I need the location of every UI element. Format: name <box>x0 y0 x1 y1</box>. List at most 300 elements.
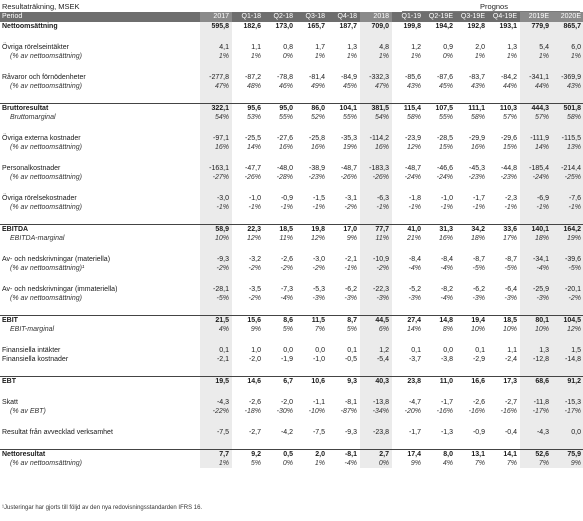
header-cell: Q3-19E <box>456 12 488 22</box>
row-value: -3,1 <box>344 195 357 202</box>
row-value: -2,7 <box>248 429 261 436</box>
row-value: 43% <box>470 83 485 90</box>
spacer-cell <box>424 31 456 43</box>
row-value: 13% <box>552 143 583 152</box>
row-value: -2% <box>248 265 261 272</box>
row-value: 95,0 <box>264 104 296 114</box>
spacer-cell <box>552 91 583 104</box>
row-value: 91,2 <box>552 377 583 387</box>
spacer-cell <box>0 212 200 225</box>
row-value: -2% <box>344 204 357 211</box>
spacer-cell <box>264 91 296 104</box>
row-value: -114,2 <box>360 134 392 143</box>
row-value: 58% <box>470 114 485 121</box>
row-value: 165,7 <box>307 23 325 30</box>
row-value: -2% <box>312 265 325 272</box>
spacer-cell <box>456 91 488 104</box>
spacer-cell <box>200 61 232 73</box>
row-value: -3,8 <box>440 356 453 363</box>
row-value: 17,4 <box>392 450 424 460</box>
spacer-row <box>0 91 583 104</box>
spacer-cell <box>328 152 360 164</box>
row-value: -1% <box>552 203 583 212</box>
row-value: 2,0 <box>296 450 328 460</box>
spacer-cell <box>232 303 264 316</box>
spacer-cell <box>552 386 583 398</box>
row-value: 444,3 <box>520 104 552 114</box>
spacer-cell <box>424 334 456 346</box>
row-value: -1,7 <box>408 429 421 436</box>
spacer-cell <box>424 61 456 73</box>
row-value: -6,3 <box>360 194 392 203</box>
row-value: -1% <box>520 203 552 212</box>
spacer-cell <box>328 386 360 398</box>
spacer-cell <box>520 243 552 255</box>
spacer-row <box>0 61 583 73</box>
row-label: Resultat från avvecklad verksamhet <box>2 429 113 436</box>
row-value: 14,8 <box>424 316 456 326</box>
header-cell: Q2-18 <box>264 12 296 22</box>
row-value: -3,5 <box>248 286 261 293</box>
row-value: -369,9 <box>552 73 583 82</box>
row-value: -1,7 <box>472 195 485 202</box>
row-value: 194,2 <box>435 23 453 30</box>
spacer-cell <box>200 212 232 225</box>
row-value: 0,0 <box>552 428 583 437</box>
spacer-row <box>0 273 583 285</box>
row-value: -0,4 <box>504 429 517 436</box>
spacer-cell <box>232 182 264 194</box>
spacer-row <box>0 212 583 225</box>
row-value: -1,9 <box>280 356 293 363</box>
row-value: 11% <box>360 234 392 243</box>
header-label: Period <box>0 12 200 22</box>
row-value: -6,2 <box>472 286 485 293</box>
row-label: Personalkostnader <box>2 165 61 172</box>
spacer-cell <box>360 152 392 164</box>
spacer-cell <box>456 61 488 73</box>
row-value: 115,4 <box>392 104 424 114</box>
spacer-cell <box>424 437 456 450</box>
spacer-cell <box>424 386 456 398</box>
row-value: -3% <box>344 295 357 302</box>
row-value: 21,5 <box>200 316 232 326</box>
row-value: 1% <box>520 52 552 61</box>
table-row <box>0 134 583 143</box>
row-value: 14,1 <box>488 450 520 460</box>
row-value: 10,6 <box>296 377 328 387</box>
income-table <box>0 12 583 468</box>
row-value: 4,1 <box>200 43 232 52</box>
spacer-cell <box>456 212 488 225</box>
row-label: (% av nettoomsättning) <box>10 144 82 151</box>
row-value: -46,6 <box>437 165 453 172</box>
row-value: -1,0 <box>248 195 261 202</box>
row-label: (% av nettoomsättning) <box>10 83 82 90</box>
row-value: 68,6 <box>520 377 552 387</box>
spacer-cell <box>392 91 424 104</box>
row-value: -48,7 <box>405 165 421 172</box>
row-value: -30% <box>276 408 293 415</box>
row-value: 0,8 <box>283 44 293 51</box>
spacer-cell <box>296 303 328 316</box>
table-row <box>0 43 583 52</box>
row-value: 5% <box>250 460 261 467</box>
row-value: -2% <box>280 265 293 272</box>
row-value: -84,9 <box>341 74 357 81</box>
spacer-cell <box>488 31 520 43</box>
row-value: -7,3 <box>280 286 293 293</box>
spacer-row <box>0 31 583 43</box>
row-value: -1,0 <box>312 356 325 363</box>
table-row <box>0 377 583 387</box>
spacer-cell <box>424 243 456 255</box>
spacer-cell <box>552 61 583 73</box>
row-value: -23% <box>500 174 517 181</box>
row-value: 80,1 <box>520 316 552 326</box>
spacer-cell <box>200 122 232 134</box>
row-value: 8,6 <box>264 316 296 326</box>
row-value: 4% <box>442 460 453 467</box>
spacer-cell <box>328 122 360 134</box>
spacer-cell <box>296 416 328 428</box>
table-row <box>0 346 583 355</box>
row-value: -341,1 <box>520 73 552 82</box>
row-value: -10% <box>308 408 325 415</box>
spacer-cell <box>232 91 264 104</box>
spacer-cell <box>520 61 552 73</box>
spacer-cell <box>360 61 392 73</box>
row-value: -38,9 <box>309 165 325 172</box>
row-value: -5% <box>552 264 583 273</box>
row-value: -4,3 <box>200 398 232 407</box>
row-value: -4% <box>440 295 453 302</box>
spacer-cell <box>328 182 360 194</box>
row-value: 1% <box>474 53 485 60</box>
row-value: -23,8 <box>360 428 392 437</box>
spacer-cell <box>456 303 488 316</box>
row-value: 41,0 <box>392 225 424 235</box>
spacer-cell <box>328 31 360 43</box>
row-value: -87,2 <box>245 74 261 81</box>
spacer-cell <box>200 31 232 43</box>
row-value: 10% <box>502 326 517 333</box>
table-row <box>0 459 583 468</box>
row-value: -34% <box>360 407 392 416</box>
row-label: Övriga rörelsekostnader <box>2 195 77 202</box>
row-value: 8,7 <box>328 316 360 326</box>
spacer-cell <box>552 182 583 194</box>
row-value: -24% <box>404 174 421 181</box>
row-value: -29,9 <box>469 135 485 142</box>
row-value: -1% <box>312 204 325 211</box>
row-value: 4% <box>200 325 232 334</box>
spacer-cell <box>232 152 264 164</box>
row-value: 58,9 <box>200 225 232 235</box>
spacer-cell <box>392 334 424 346</box>
spacer-cell <box>200 386 232 398</box>
spacer-cell <box>424 122 456 134</box>
row-value: 0,1 <box>347 347 357 354</box>
row-value: -163,1 <box>200 164 232 173</box>
header-row <box>0 12 583 22</box>
row-value: 1,5 <box>552 346 583 355</box>
row-value: -14,8 <box>552 355 583 364</box>
row-value: -48,0 <box>277 165 293 172</box>
spacer-row <box>0 416 583 428</box>
spacer-cell <box>296 273 328 285</box>
spacer-cell <box>232 416 264 428</box>
header-cell: Q3-18 <box>296 12 328 22</box>
spacer-cell <box>488 122 520 134</box>
row-value: 1,3 <box>347 44 357 51</box>
spacer-cell <box>200 152 232 164</box>
row-value: 709,0 <box>360 22 392 31</box>
row-label: EBITDA <box>0 225 200 235</box>
row-value: 55% <box>342 114 357 121</box>
spacer-cell <box>360 212 392 225</box>
row-value: 58% <box>552 113 583 122</box>
spacer-cell <box>328 91 360 104</box>
spacer-cell <box>200 303 232 316</box>
row-value: -20,1 <box>552 285 583 294</box>
row-value: 2,7 <box>360 450 392 460</box>
row-value: -47,7 <box>245 165 261 172</box>
spacer-cell <box>424 152 456 164</box>
row-value: 14% <box>406 326 421 333</box>
row-value: 31,3 <box>424 225 456 235</box>
row-value: -9,3 <box>344 429 357 436</box>
table-row <box>0 407 583 416</box>
spacer-cell <box>360 122 392 134</box>
spacer-cell <box>552 334 583 346</box>
spacer-cell <box>0 364 200 377</box>
row-value: -8,7 <box>504 256 517 263</box>
spacer-cell <box>296 243 328 255</box>
row-value: 173,0 <box>275 23 293 30</box>
spacer-cell <box>488 273 520 285</box>
row-value: 53% <box>246 114 261 121</box>
row-value: 52% <box>310 114 325 121</box>
row-label: Finansiella kostnader <box>2 356 69 363</box>
row-value: 1,2 <box>411 44 421 51</box>
table-row <box>0 104 583 114</box>
row-value: -25,9 <box>520 285 552 294</box>
row-value: 17,0 <box>328 225 360 235</box>
spacer-cell <box>264 243 296 255</box>
spacer-cell <box>488 182 520 194</box>
spacer-cell <box>232 273 264 285</box>
spacer-cell <box>200 91 232 104</box>
row-value: 14,6 <box>232 377 264 387</box>
spacer-cell <box>520 437 552 450</box>
row-value: 7% <box>520 459 552 468</box>
row-value: -1% <box>280 204 293 211</box>
spacer-cell <box>520 334 552 346</box>
row-value: 23,8 <box>392 377 424 387</box>
row-value: -26% <box>244 174 261 181</box>
row-value: -6,4 <box>504 286 517 293</box>
row-value: 75,9 <box>552 450 583 460</box>
spacer-cell <box>520 386 552 398</box>
spacer-cell <box>264 437 296 450</box>
row-value: 16,6 <box>456 377 488 387</box>
spacer-cell <box>296 437 328 450</box>
row-value: 40,3 <box>360 377 392 387</box>
spacer-cell <box>0 152 200 164</box>
spacer-cell <box>392 122 424 134</box>
row-value: -4% <box>344 460 357 467</box>
row-value: -7,6 <box>552 194 583 203</box>
row-value: -45,3 <box>469 165 485 172</box>
row-value: 14% <box>246 144 261 151</box>
spacer-cell <box>328 243 360 255</box>
row-value: 0,1 <box>475 347 485 354</box>
table-row <box>0 325 583 334</box>
table-row <box>0 203 583 212</box>
spacer-cell <box>0 437 200 450</box>
row-value: -8,2 <box>440 286 453 293</box>
row-value: 0,5 <box>264 450 296 460</box>
table-row <box>0 234 583 243</box>
row-value: 0,9 <box>443 44 453 51</box>
row-value: 9% <box>346 235 357 242</box>
row-value: -3% <box>520 294 552 303</box>
spacer-cell <box>488 303 520 316</box>
spacer-row <box>0 243 583 255</box>
row-value: 19,4 <box>456 316 488 326</box>
spacer-cell <box>488 364 520 377</box>
row-value: 1% <box>200 52 232 61</box>
row-value: 1% <box>506 53 517 60</box>
row-value: -3,0 <box>312 256 325 263</box>
row-value: 10% <box>520 325 552 334</box>
spacer-cell <box>296 334 328 346</box>
row-value: -9,3 <box>200 255 232 264</box>
table-row <box>0 143 583 152</box>
row-label: Övriga rörelseintäkter <box>2 44 69 51</box>
row-value: 1% <box>314 460 325 467</box>
row-value: 0% <box>360 459 392 468</box>
spacer-cell <box>360 416 392 428</box>
spacer-cell <box>296 386 328 398</box>
row-value: -183,3 <box>360 164 392 173</box>
row-value: 1% <box>314 53 325 60</box>
row-value: 54% <box>360 113 392 122</box>
row-value: 9% <box>552 459 583 468</box>
table-row <box>0 173 583 182</box>
row-value: -2% <box>552 294 583 303</box>
row-value: -2,4 <box>504 356 517 363</box>
row-label: Finansiella intäkter <box>2 347 61 354</box>
row-value: -97,1 <box>200 134 232 143</box>
spacer-cell <box>488 243 520 255</box>
spacer-cell <box>552 273 583 285</box>
row-value: -1% <box>360 203 392 212</box>
spacer-cell <box>360 303 392 316</box>
spacer-cell <box>392 416 424 428</box>
row-value: -16% <box>436 408 453 415</box>
row-value: 0,0 <box>315 347 325 354</box>
prognos-label: Prognos <box>480 2 508 11</box>
spacer-cell <box>296 122 328 134</box>
spacer-cell <box>264 303 296 316</box>
spacer-cell <box>232 122 264 134</box>
spacer-cell <box>520 182 552 194</box>
row-value: 1,3 <box>520 346 552 355</box>
row-label: EBIT <box>0 316 200 326</box>
row-value: -87% <box>340 408 357 415</box>
spacer-cell <box>552 303 583 316</box>
row-value: -34,1 <box>520 255 552 264</box>
row-value: 110,3 <box>488 104 520 114</box>
row-value: 46% <box>278 83 293 90</box>
row-value: 11% <box>279 235 293 242</box>
spacer-cell <box>552 364 583 377</box>
spacer-row <box>0 182 583 194</box>
row-value: 15% <box>502 144 517 151</box>
row-value: -16% <box>500 408 517 415</box>
row-value: 16% <box>200 143 232 152</box>
row-value: 0,0 <box>283 347 293 354</box>
row-value: 15% <box>438 144 453 151</box>
row-label: (% av nettoomsättning) <box>10 204 82 211</box>
row-value: 1% <box>346 53 357 60</box>
row-value: 6,7 <box>264 377 296 387</box>
row-label: Råvaror och förnödenheter <box>2 74 86 81</box>
spacer-cell <box>424 364 456 377</box>
row-value: 8,0 <box>424 450 456 460</box>
row-value: 48% <box>246 83 261 90</box>
spacer-cell <box>392 303 424 316</box>
row-label: Nettoresultat <box>0 450 200 460</box>
row-value: -115,5 <box>552 134 583 143</box>
spacer-cell <box>232 61 264 73</box>
row-label: Nettoomsättning <box>2 23 58 30</box>
row-value: 0% <box>442 53 453 60</box>
header-cell: Q2-19E <box>424 12 456 22</box>
row-value: 34,2 <box>456 225 488 235</box>
row-value: -4,7 <box>408 399 421 406</box>
row-value: 95,6 <box>232 104 264 114</box>
row-value: -3% <box>472 295 485 302</box>
spacer-cell <box>232 334 264 346</box>
row-value: -39,6 <box>552 255 583 264</box>
spacer-cell <box>456 122 488 134</box>
row-value: 104,5 <box>552 316 583 326</box>
header-cell: Q4-18 <box>328 12 360 22</box>
header-cell: 2018 <box>360 12 392 22</box>
row-value: -214,4 <box>552 164 583 173</box>
row-label: (% av nettoomsättning) <box>10 295 82 302</box>
row-label: Övriga externa kostnader <box>2 135 81 142</box>
row-value: 16% <box>470 144 485 151</box>
row-value: 9,2 <box>232 450 264 460</box>
header-cell: Q1-19 <box>392 12 424 22</box>
row-value: 7% <box>506 460 517 467</box>
spacer-cell <box>552 243 583 255</box>
spacer-cell <box>296 152 328 164</box>
row-value: -3% <box>360 294 392 303</box>
row-value: -35,3 <box>341 135 357 142</box>
row-value: -10,9 <box>360 255 392 264</box>
row-value: 381,5 <box>360 104 392 114</box>
row-value: -28,1 <box>200 285 232 294</box>
spacer-cell <box>520 91 552 104</box>
spacer-cell <box>392 273 424 285</box>
row-value: 19% <box>342 144 357 151</box>
spacer-row <box>0 334 583 346</box>
